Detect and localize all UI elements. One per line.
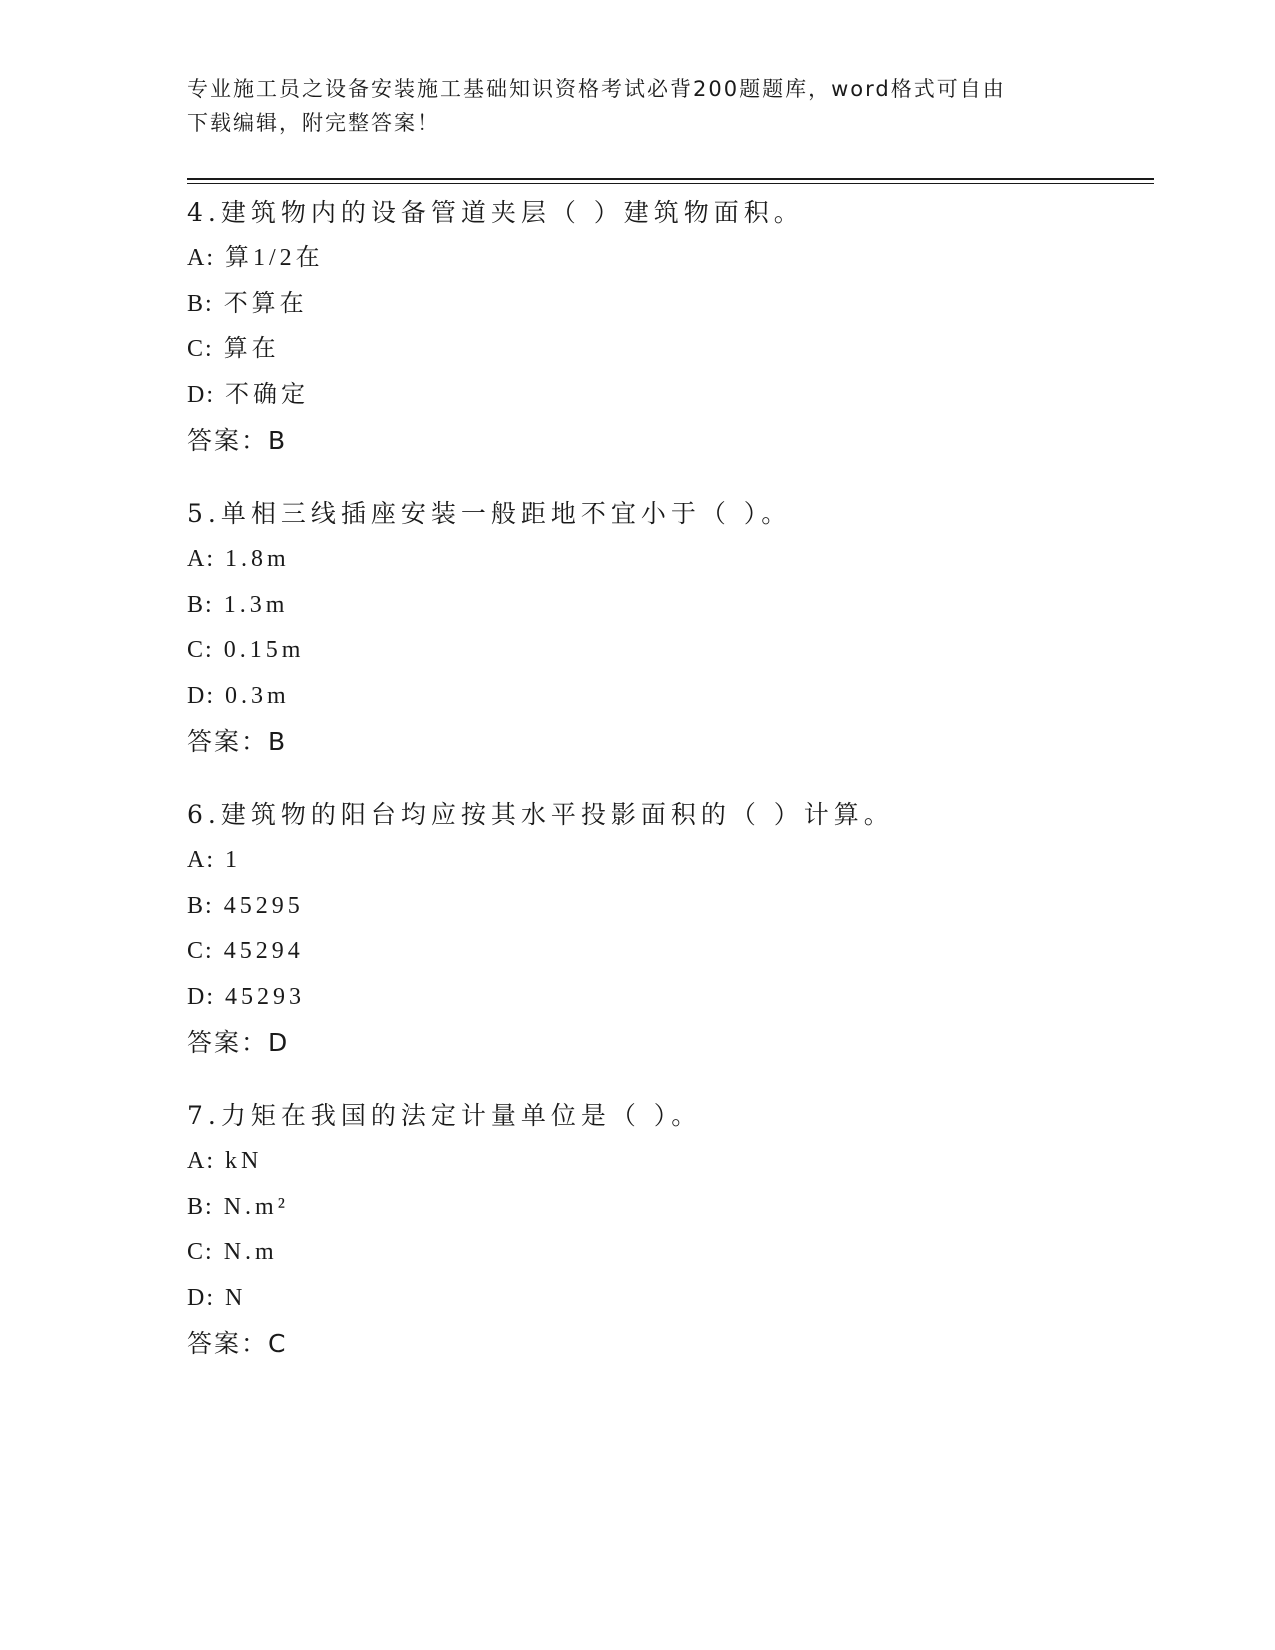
option-text: kN <box>225 1148 263 1174</box>
option-label: A: <box>187 1148 215 1174</box>
header-line-2: 下载编辑，附完整答案！ <box>187 111 440 135</box>
option-label: D: <box>187 983 215 1010</box>
option-text: 1.8m <box>225 546 290 572</box>
question-stem: 4.建筑物内的设备管道夹层（ ）建筑物面积。 <box>187 198 804 227</box>
option-text: 算1/2在 <box>225 245 324 271</box>
option-text: N.m <box>223 1239 278 1265</box>
header-line-1: 专业施工员之设备安装施工基础知识资格考试必背200题题库，word格式可自由 <box>187 77 1006 101</box>
answer-line: 答案：B <box>187 426 288 455</box>
option-text: 45293 <box>225 983 305 1010</box>
option-d <box>187 674 1147 720</box>
header-divider-thin <box>187 183 1154 184</box>
option-text: 不算在 <box>223 290 308 317</box>
option-d <box>187 1276 1147 1322</box>
option-label: C: <box>187 1239 214 1265</box>
option-label: C: <box>187 938 214 964</box>
option-d <box>187 373 1147 419</box>
option-text: 1 <box>225 847 241 873</box>
question-stem: 7.力矩在我国的法定计量单位是（ ）。 <box>187 1101 702 1130</box>
answer-line: 答案：B <box>187 727 288 756</box>
option-label: A: <box>187 847 215 873</box>
option-label: D: <box>187 381 215 408</box>
option-c <box>187 929 1147 975</box>
option-text: 不确定 <box>225 381 309 408</box>
option-label: B: <box>187 290 214 317</box>
option-text: 0.3m <box>225 682 290 709</box>
option-b <box>187 884 1147 930</box>
option-a <box>187 838 1147 884</box>
question-stem: 5.单相三线插座安装一般距地不宜小于（ ）。 <box>187 499 792 528</box>
question-6 <box>187 792 1147 1066</box>
option-label: D: <box>187 1284 215 1311</box>
question-list <box>187 190 1147 1394</box>
option-label: A: <box>187 245 215 271</box>
question-5 <box>187 491 1147 765</box>
answer-line: 答案：C <box>187 1329 288 1358</box>
option-c <box>187 1230 1147 1276</box>
option-text: N <box>225 1284 247 1311</box>
option-label: C: <box>187 336 214 362</box>
answer-line: 答案：D <box>187 1028 290 1057</box>
option-label: B: <box>187 892 214 919</box>
option-b <box>187 282 1147 328</box>
option-text: 算在 <box>223 336 280 362</box>
option-a <box>187 236 1147 282</box>
option-c <box>187 628 1147 674</box>
option-label: B: <box>187 1193 214 1220</box>
option-a <box>187 1139 1147 1185</box>
option-label: C: <box>187 637 214 663</box>
option-label: A: <box>187 546 215 572</box>
option-c <box>187 327 1147 373</box>
option-text: 0.15m <box>223 637 305 663</box>
option-b <box>187 1185 1147 1231</box>
option-text: N.m² <box>223 1193 289 1220</box>
option-text: 1.3m <box>223 591 289 618</box>
option-d <box>187 975 1147 1021</box>
option-text: 45295 <box>223 892 304 919</box>
option-label: D: <box>187 682 215 709</box>
option-b <box>187 583 1147 629</box>
document-header <box>187 72 1067 140</box>
question-stem: 6.建筑物的阳台均应按其水平投影面积的（ ）计算。 <box>187 800 894 829</box>
question-7 <box>187 1093 1147 1367</box>
option-text: 45294 <box>223 938 304 964</box>
option-label: B: <box>187 591 214 618</box>
option-a <box>187 537 1147 583</box>
header-divider-thick <box>187 178 1154 180</box>
question-4 <box>187 190 1147 464</box>
